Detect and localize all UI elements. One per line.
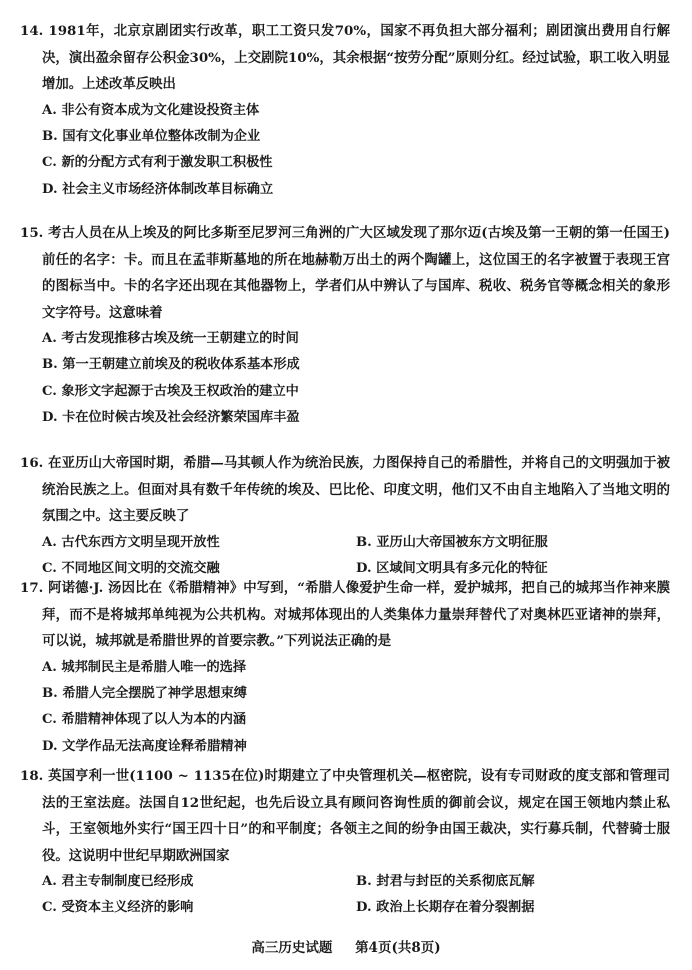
question-text: 英国亨利一世(1100 ~ 1135在位)时期建立了中央管理机关—枢密院，设有专司财政的度支部和管理司法的王室法庭。法国自12世纪起，也先后设立具有顾问咨询性质的御前会议，规定在国王领地内禁止私斗，王室领地外实行“国王四十日”的和平制度；各领主之间的纷争由国王裁决，实行募兵制，代替骑士服役。这说明中世纪早期欧洲国家 bbox=[42, 768, 670, 864]
option-d: D. 区域间文明具有多元化的特征 bbox=[356, 560, 548, 576]
question-number: 14. bbox=[20, 23, 44, 39]
question-17 bbox=[20, 575, 670, 760]
option-c: C. 象形文字起源于古埃及王权政治的建立中 bbox=[42, 383, 299, 399]
option-a: A. 非公有资本成为文化建设投资主体 bbox=[42, 102, 260, 118]
options-list bbox=[20, 326, 670, 432]
question-number: 18. bbox=[20, 768, 44, 784]
options-list bbox=[20, 98, 670, 204]
option-a: A. 古代东西方文明呈现开放性 bbox=[42, 534, 220, 550]
question-text: 阿诺德·J. 汤因比在《希腊精神》中写到，“希腊人像爱护生命一样，爱护城邦，把自己的城邦当作神来膜拜，而不是将城邦单纯视为公共机构。对城邦体现出的人类集体力量崇拜替代了对奥林匹亚诸神的崇拜，可以说，城邦就是希腊世界的首要宗教。”下列说法正确的是 bbox=[42, 580, 670, 649]
option-c: C. 希腊精神体现了以人为本的内涵 bbox=[42, 712, 247, 728]
options-list bbox=[20, 869, 670, 922]
option-b: B. 希腊人完全摆脱了神学思想束缚 bbox=[42, 685, 247, 701]
question-15 bbox=[20, 220, 670, 432]
option-a: A. 君主专制制度已经形成 bbox=[42, 874, 194, 889]
question-text: 1981年，北京京剧团实行改革，职工工资只发70%，国家不再负担大部分福利；剧团演出费用自行解决，演出盈余留存公积金30%，上交剧院10%，其余根据“按劳分配”原则分红。经过试验，职工收入明显增加。上述改革反映出 bbox=[42, 23, 670, 92]
option-a: A. 城邦制民主是希腊人唯一的选择 bbox=[42, 659, 247, 675]
option-d: D. 卡在位时候古埃及社会经济繁荣国库丰盈 bbox=[42, 410, 300, 426]
question-text: 在亚历山大帝国时期，希腊—马其顿人作为统治民族，力图保持自己的希腊性，并将自己的文明强加于被统治民族之上。但面对具有数千年传统的埃及、巴比伦、印度文明，他们又不由自主地陷入了当地文明的氛围之中。这主要反映了 bbox=[42, 455, 670, 524]
options-row bbox=[20, 895, 670, 921]
question-text: 考古人员在从上埃及的阿比多斯至尼罗河三角洲的广大区域发现了那尔迈(古埃及第一王朝的第一任国王)前任的名字：卡。而且在孟菲斯墓地的所在地赫勒万出土的两个陶罐上，这位国王的名字被置于表现王宫的图标当中。卡的名字还出现在其他器物上，学者们从中辨认了与国库、税收、税务官等概念相关的象形文字符号。这意味着 bbox=[42, 225, 670, 321]
question-number: 16. bbox=[20, 455, 44, 471]
question-stem bbox=[20, 450, 670, 530]
question-number: 15. bbox=[20, 225, 44, 241]
question-14 bbox=[20, 18, 670, 203]
option-c: C. 新的分配方式有利于激发职工积极性 bbox=[42, 155, 273, 171]
question-18 bbox=[20, 763, 670, 922]
question-stem bbox=[20, 763, 670, 869]
options-list bbox=[20, 655, 670, 761]
option-d: D. 文学作品无法高度诠释希腊精神 bbox=[42, 738, 247, 754]
options-row bbox=[20, 869, 670, 895]
option-a: A. 考古发现推移古埃及统一王朝建立的时间 bbox=[42, 331, 299, 346]
option-b: B. 亚历山大帝国被东方文明征服 bbox=[356, 534, 548, 550]
option-b: B. 封君与封臣的关系彻底瓦解 bbox=[356, 874, 535, 889]
question-number: 17. bbox=[20, 580, 44, 596]
question-16 bbox=[20, 450, 670, 582]
option-d: D. 社会主义市场经济体制改革目标确立 bbox=[42, 181, 274, 197]
question-stem bbox=[20, 575, 670, 655]
options-row bbox=[20, 530, 670, 556]
footer-subject: 高三历史试题 bbox=[251, 940, 333, 956]
option-c: C. 受资本主义经济的影响 bbox=[42, 900, 194, 916]
option-b: B. 第一王朝建立前埃及的税收体系基本形成 bbox=[42, 357, 300, 373]
question-stem bbox=[20, 18, 670, 98]
page-footer bbox=[0, 936, 692, 956]
option-d: D. 政治上长期存在着分裂割据 bbox=[356, 900, 535, 916]
footer-page-number: 第4页(共8页) bbox=[355, 940, 441, 956]
option-c: C. 不同地区间文明的交流交融 bbox=[42, 560, 220, 576]
option-b: B. 国有文化事业单位整体改制为企业 bbox=[42, 128, 261, 144]
question-stem bbox=[20, 220, 670, 326]
